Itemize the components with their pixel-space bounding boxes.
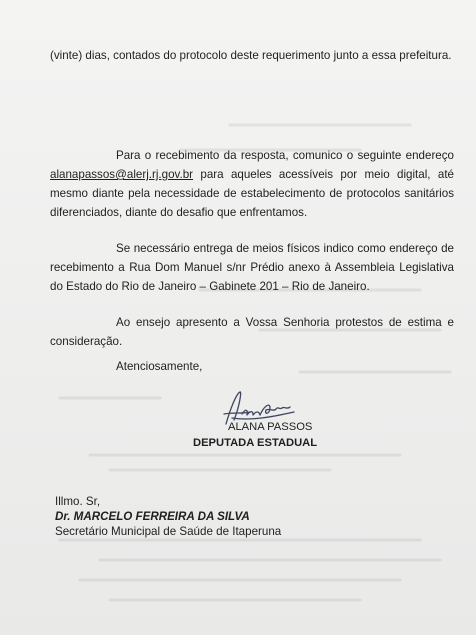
addressee-name: Dr. MARCELO FERREIRA DA SILVA (55, 510, 250, 523)
response-contact-lead: Para o recebimento da resposta, comunico o seguinte endereço (116, 149, 454, 162)
paragraph-physical-address: Se necessário entrega de meios físicos indico como endereço de recebimento a Rua Dom Manuel s/nr Prédio anexo à Assembleia Legislativa do Estado do Rio de Janeiro – Gabinete 201 – Rio de Janeiro. (50, 242, 454, 293)
addressee-salutation: Illmo. Sr, (55, 495, 101, 508)
paragraph-regards: Ao ensejo apresento a Vossa Senhoria protestos de estima e consideração. (50, 316, 454, 348)
paragraph-deadline: (vinte) dias, contados do protocolo deste requerimento junto a essa prefeitura. (50, 49, 452, 62)
addressee-title: Secretário Municipal de Saúde de Itaperuna (55, 525, 282, 538)
paragraph-response-contact (50, 146, 454, 222)
email-link[interactable]: alanapassos@alerj.rj.gov.br (50, 168, 194, 181)
response-contact-tail: para aqueles acessíveis por meio digital, até mesmo diante pela necessidade de estabelecimento de protocolos sanitários diferenciados, diante do desafio que enfrentamos. (50, 168, 454, 219)
signer-role: DEPUTADA ESTADUAL (193, 437, 318, 449)
closing-salutation: Atenciosamente, (116, 360, 203, 373)
signer-name: ALANA PASSOS (228, 421, 313, 433)
